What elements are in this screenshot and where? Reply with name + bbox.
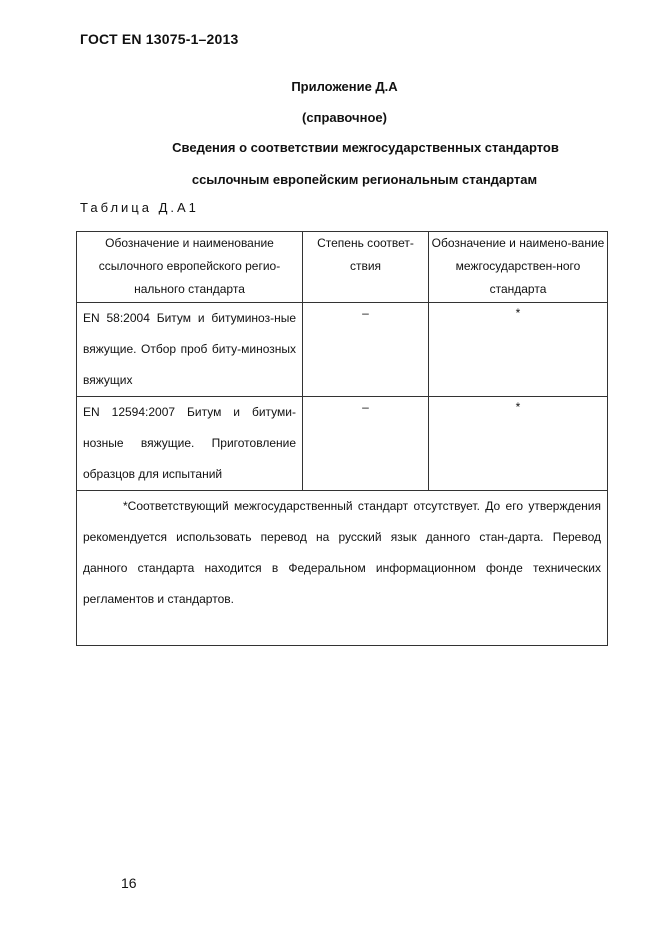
cell-degree bbox=[303, 397, 429, 491]
standards-table bbox=[76, 231, 608, 646]
header-degree-of-correspondence: Степень соответ-ствия bbox=[303, 232, 429, 303]
appendix-heading-line-1: Сведения о соответствии межгосударственных стандартов bbox=[172, 140, 559, 155]
table-header-row bbox=[77, 232, 608, 303]
table-row bbox=[77, 303, 608, 397]
european-standard-text: EN 58:2004 Битум и битуминоз-ные вяжущие. Отбор проб биту-минозных вяжущих bbox=[83, 311, 296, 387]
table-footnote-row bbox=[77, 491, 608, 646]
european-standard-text: EN 12594:2007 Битум и битуми-нозные вяжущие. Приготовление образцов для испытаний bbox=[83, 405, 296, 481]
footnote-text: *Соответствующий межгосударственный стандарт отсутствует. До его утверждения рекомендуется использовать перевод на русский язык данного стан-дарта. Перевод данного стандарта находится в Федеральном информационном фонде технических регламентов и стандартов. bbox=[83, 499, 601, 606]
header-interstate-standard: Обозначение и наимено-вание межгосударствен-ного стандарта bbox=[429, 232, 608, 303]
header-european-standard: Обозначение и наименование ссылочного европейского регио-нального стандарта bbox=[77, 232, 303, 303]
page-number: 16 bbox=[121, 875, 137, 891]
cell-interstate-standard bbox=[429, 397, 608, 491]
interstate-standard-value: * bbox=[515, 400, 521, 414]
cell-interstate-standard bbox=[429, 303, 608, 397]
document-code: ГОСТ EN 13075-1–2013 bbox=[80, 31, 239, 47]
cell-european-standard bbox=[77, 397, 303, 491]
cell-european-standard bbox=[77, 303, 303, 397]
degree-value: – bbox=[362, 306, 369, 320]
appendix-title: Приложение Д.А bbox=[291, 79, 398, 94]
cell-degree bbox=[303, 303, 429, 397]
interstate-standard-value: * bbox=[515, 306, 521, 320]
footnote-cell bbox=[77, 491, 608, 646]
degree-value: – bbox=[362, 400, 369, 414]
table-caption: Таблица Д.А1 bbox=[80, 200, 199, 215]
appendix-type: (справочное) bbox=[302, 110, 387, 125]
table-row bbox=[77, 397, 608, 491]
appendix-heading-line-2: ссылочным европейским региональным стандартам bbox=[191, 172, 538, 187]
